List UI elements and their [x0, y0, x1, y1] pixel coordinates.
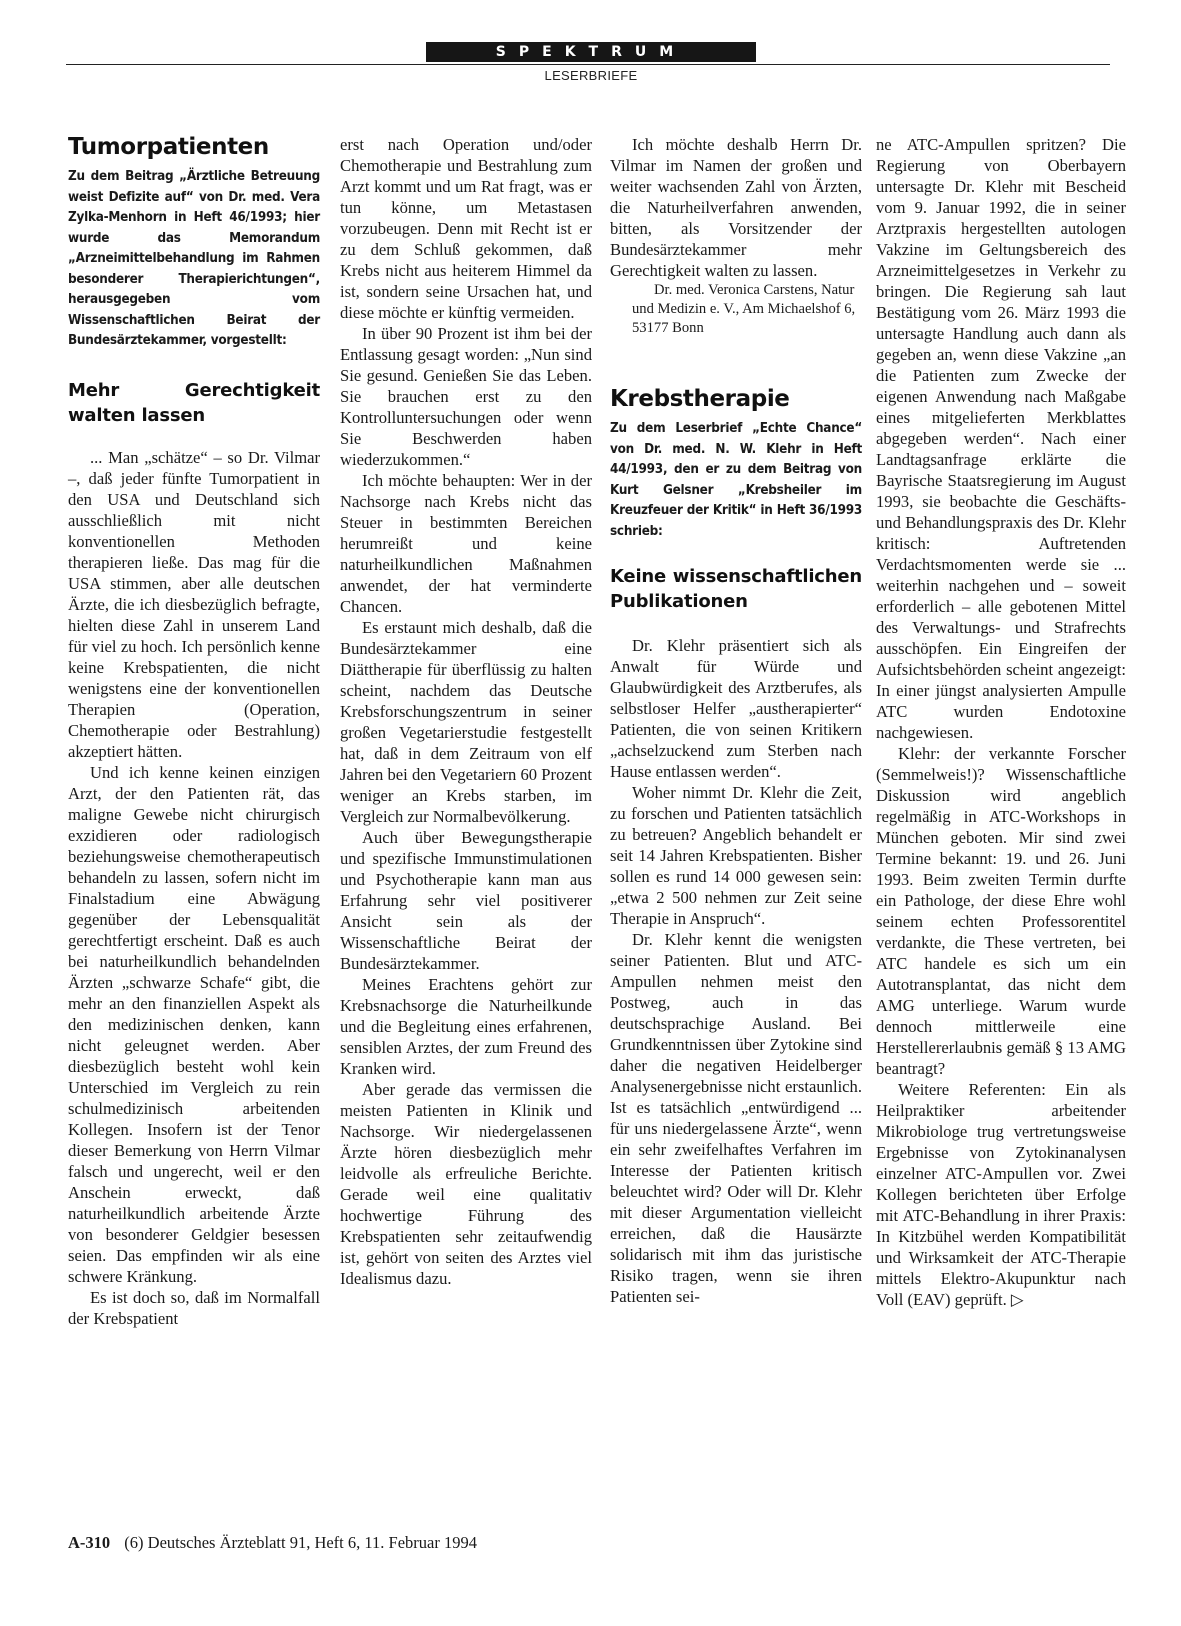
column-4 — [876, 134, 1126, 1310]
letter-signature: Dr. med. Veronica Carstens, Natur und Medizin e. V., Am Michaelshof 6, 53177 Bonn — [632, 282, 856, 336]
letter-paragraph: Es ist doch so, daß im Normalfall der Krebspatient — [68, 1287, 320, 1328]
letter-paragraph: In über 90 Prozent ist ihm bei der Entlassung gesagt worden: „Nun sind Sie gesund. Genießen Sie das Leben. Sie brauchen erst zu den Kontrolluntersuchungen oder wenn Sie Beschwerden haben wiederzukommen.“ — [340, 324, 592, 469]
column-3 — [610, 134, 862, 1307]
letter-paragraph: Dr. Klehr kennt die wenigsten seiner Patienten. Blut und ATC-Ampullen nehmen meist den Postweg, auch in das deutschsprachige Ausland. Bei Grundkenntnissen über Zytokine sind daher die negativen Heidelberger Analysenergebnisse nicht erstaunlich. Ist es tatsächlich „entwürdigend ... für uns niedergelassene Ärzte“, wenn ein sehr zweifelhaftes Verfahren im Interesse der Patienten kritisch beleuchtet wird? Oder will Dr. Klehr mit dieser Argumentation vielleicht erreichen, daß die Hausärzte solidarisch mit ihm das juristische Risiko tragen, wenn sie ihren Patienten sei- — [610, 930, 862, 1306]
letter-paragraph: Weitere Referenten: Ein als Heilpraktiker arbeitender Mikrobiologe trug vertretungsweise Ergebnisse von Zytokinanalysen einzelner ATC-Ampullen vor. Zwei Kollegen berichteten über Erfolge mit ATC-Behandlung in ihrer Praxis: In Kitzbühel werden Kompatibilität und Wirksamkeit der ATC-Therapie mittels Elektro-Akupunktur nach Voll (EAV) geprüft. ▷ — [876, 1080, 1126, 1309]
letter-paragraph: Woher nimmt Dr. Klehr die Zeit, zu forschen und Patienten tatsächlich zu betreuen? Angeblich behandelt er seit 14 Jahren Krebspatienten. Bisher sollen es rund 14 000 gewesen sein: „etwa 2 500 nehmen zur Zeit seine Therapie in Anspruch“. — [610, 783, 862, 928]
letter-paragraph: Ich möchte behaupten: Wer in der Nachsorge nach Krebs nicht das Steuer in bestimmten Bereichen herumreißt und keine naturheilkundlichen Maßnahmen anwendet, der hat verminderte Chancen. — [340, 471, 592, 616]
journal-citation: (6) Deutsches Ärzteblatt 91, Heft 6, 11. Februar 1994 — [124, 1533, 477, 1552]
page-footer — [68, 1533, 477, 1553]
article-title-krebstherapie: Krebstherapie — [610, 386, 790, 412]
letter-paragraph: Dr. Klehr präsentiert sich als Anwalt für Würde und Glaubwürdigkeit des Arztberufes, als selbstloser Helfer „austherapierter“ Patienten, die von seinen Kritikern „achselzuckend zum Sterben nach Hause entlassen werden“. — [610, 636, 862, 781]
article-title-tumorpatienten: Tumorpatienten — [68, 134, 269, 160]
letter-paragraph: Aber gerade das vermissen die meisten Patienten in Klinik und Nachsorge. Wir niedergelassenen Ärzte hören diesbezüglich mehr leidvolle als erfreuliche Berichte. Gerade weil eine qualitativ hochwertige Führung des Krebspatienten sehr zeitaufwendig ist, gehört von seiten des Arztes viel Idealismus dazu. — [340, 1080, 592, 1288]
letter-paragraph: Ich möchte deshalb Herrn Dr. Vilmar im Namen der großen und weiter wachsenden Zahl von Ärzten, die Naturheilverfahren anwenden, bitten, als Vorsitzender der Bundesärztekammer mehr Gerechtigkeit walten zu lassen. — [610, 135, 862, 280]
article-intro: Zu dem Beitrag „Ärztliche Betreuung weist Defizite auf“ von Dr. med. Vera Zylka-Menhorn in Heft 46/1993; hier wurde das Memorandum „Arzneimittelbehandlung im Rahmen besonderer Therapierichtungen“, herausgegeben vom Wissenschaftlichen Beirat der Bundesärztekammer, vorgestellt: — [68, 169, 320, 348]
letter-headline: Mehr Gerechtigkeit walten lassen — [68, 379, 320, 426]
letter-paragraph: Klehr: der verkannte Forscher (Semmelweis!)? Wissenschaftliche Diskussion wird angeblich regelmäßig in ATC-Workshops in München geboten. Mir sind zwei Termine bekannt: 19. und 26. Juni 1993. Beim zweiten Termin durfte ein Pathologe, der diese Ehre wohl seinem echten Professorentitel verdankte, die These vertreten, bei ATC handele es sich um ein Autotransplantat, das nicht dem AMG unterliege. Warum wurde dennoch mittlerweile eine Herstellererlaubnis gemäß § 13 AMG beantragt? — [876, 744, 1126, 1078]
letter-paragraph: ... Man „schätze“ – so Dr. Vilmar –, daß jeder fünfte Tumorpatient in den USA und Deutschland sich ausschließlich mit nicht konventionellen Methoden therapieren ließe. Das mag für die USA stimmen, aber alle deutschen Ärzte, die ich diesbezüglich befragte, hielten diese Zahl in unserem Land für viel zu hoch. Ich persönlich kenne keine Krebspatienten, die nicht wenigstens eine der konventionellen Therapien (Operation, Chemotherapie oder Bestrahlung) akzeptiert hätten. — [68, 447, 320, 761]
column-1 — [68, 134, 320, 1329]
letter-paragraph: Es erstaunt mich deshalb, daß die Bundesärztekammer eine Diättherapie für überflüssig zu halten scheint, nachdem das Deutsche Krebsforschungszentrum in seiner großen Vegetarierstudie festgestellt hat, daß in dem Zeitraum von elf Jahren bei den Vegetariern 60 Prozent weniger an Krebs starben, im Vergleich zur Normalbevölkerung. — [340, 618, 592, 826]
letter-paragraph: ne ATC-Ampullen spritzen? Die Regierung von Oberbayern untersagte Dr. Klehr mit Bescheid vom 9. Januar 1992, die in seiner Arztpraxis hergestellten autologen Vakzine im Geltungsbereich des Arzneimittelgesetzes in Verkehr zu bringen. Die Regierung sah laut Bestätigung vom 26. März 1993 die untersagte Handlung auch dann als gegeben an, wenn diese Vakzine „an die Patienten zum Zwecke der eigenen Anwendung nach Maßgabe eines mitgelieferten Merkblattes abgegeben werden“. Nach einer Landtagsanfrage erklärte die Bayrische Staatsregierung im August 1993, sie beobachte die Geschäfts- und Behandlungspraxis des Dr. Klehr kritisch: Auftretenden Verdachtsmomenten werde sie ... weiterhin nachgehen und – soweit erforderlich – alle gebotenen Mittel des Verwaltungs- und Strafrechts ausschöpfen. Ein Eingreifen der Aufsichtsbehörden scheint angezeigt: In einer jüngst analysierten Ampulle ATC wurden Endotoxine nachgewiesen. — [876, 135, 1126, 742]
letter-paragraph: Und ich kenne keinen einzigen Arzt, der den Patienten rät, das maligne Gewebe nicht chirurgisch exzidieren oder radiologisch beziehungsweise chemotherapeutisch behandeln zu lassen, sofern nicht im Finalstadium eine Abwägung gegenüber der Lebensqualität gerechtfertigt erscheint. Daß es auch bei naturheilkundlich behandelnden Ärzten „schwarze Schafe“ gibt, die mehr an den finanziellen Aspekt als den medizinischen denken, kann nicht geleugnet werden. Aber diesbezüglich besteht wohl kein Unterschied im Vergleich zu rein schulmedizinisch arbeitenden Kollegen. Insofern ist der Tenor dieser Bemerkung von Herrn Vilmar falsch und ungerecht, weil er den Anschein erweckt, daß naturheilkundlich arbeitende Ärzte von besonderer Geldgier besessen seien. Das empfinden wir als eine schwere Kränkung. — [68, 762, 320, 1286]
header-rule — [66, 64, 1110, 65]
letter-paragraph: Auch über Bewegungstherapie und spezifische Immunstimulationen und Psychotherapie kann man aus Erfahrung sehr viel positiverer Ansicht sein als der Wissenschaftliche Beirat der Bundesärztekammer. — [340, 828, 592, 973]
letter-headline: Keine wissenschaftlichen Publikationen — [610, 566, 862, 612]
page-number: A-310 — [68, 1533, 111, 1552]
letter-paragraph: erst nach Operation und/oder Chemotherapie und Bestrahlung zum Arzt kommt und um Rat fragt, was er tun könne, um Metastasen vorzubeugen. Denn mit Recht ist er zu dem Schluß gekommen, daß Krebs nicht aus heiterem Himmel da ist, sondern seine Ursachen hat, und diese möchte er künftig vermeiden. — [340, 135, 592, 322]
section-subtitle: LESERBRIEFE — [544, 68, 638, 83]
letter-paragraph: Meines Erachtens gehört zur Krebsnachsorge die Naturheilkunde und die Begleitung eines erfahrenen, sensiblen Arztes, der zum Freund des Kranken wird. — [340, 975, 592, 1078]
section-banner: SPEKTRUM — [426, 42, 756, 62]
column-2 — [340, 134, 592, 1289]
article-intro: Zu dem Leserbrief „Echte Chance“ von Dr. med. N. W. Klehr in Heft 44/1993, den er zu dem Beitrag von Kurt Gelsner „Krebsheiler im Kreuzfeuer der Kritik“ in Heft 36/1993 schrieb: — [610, 421, 862, 539]
